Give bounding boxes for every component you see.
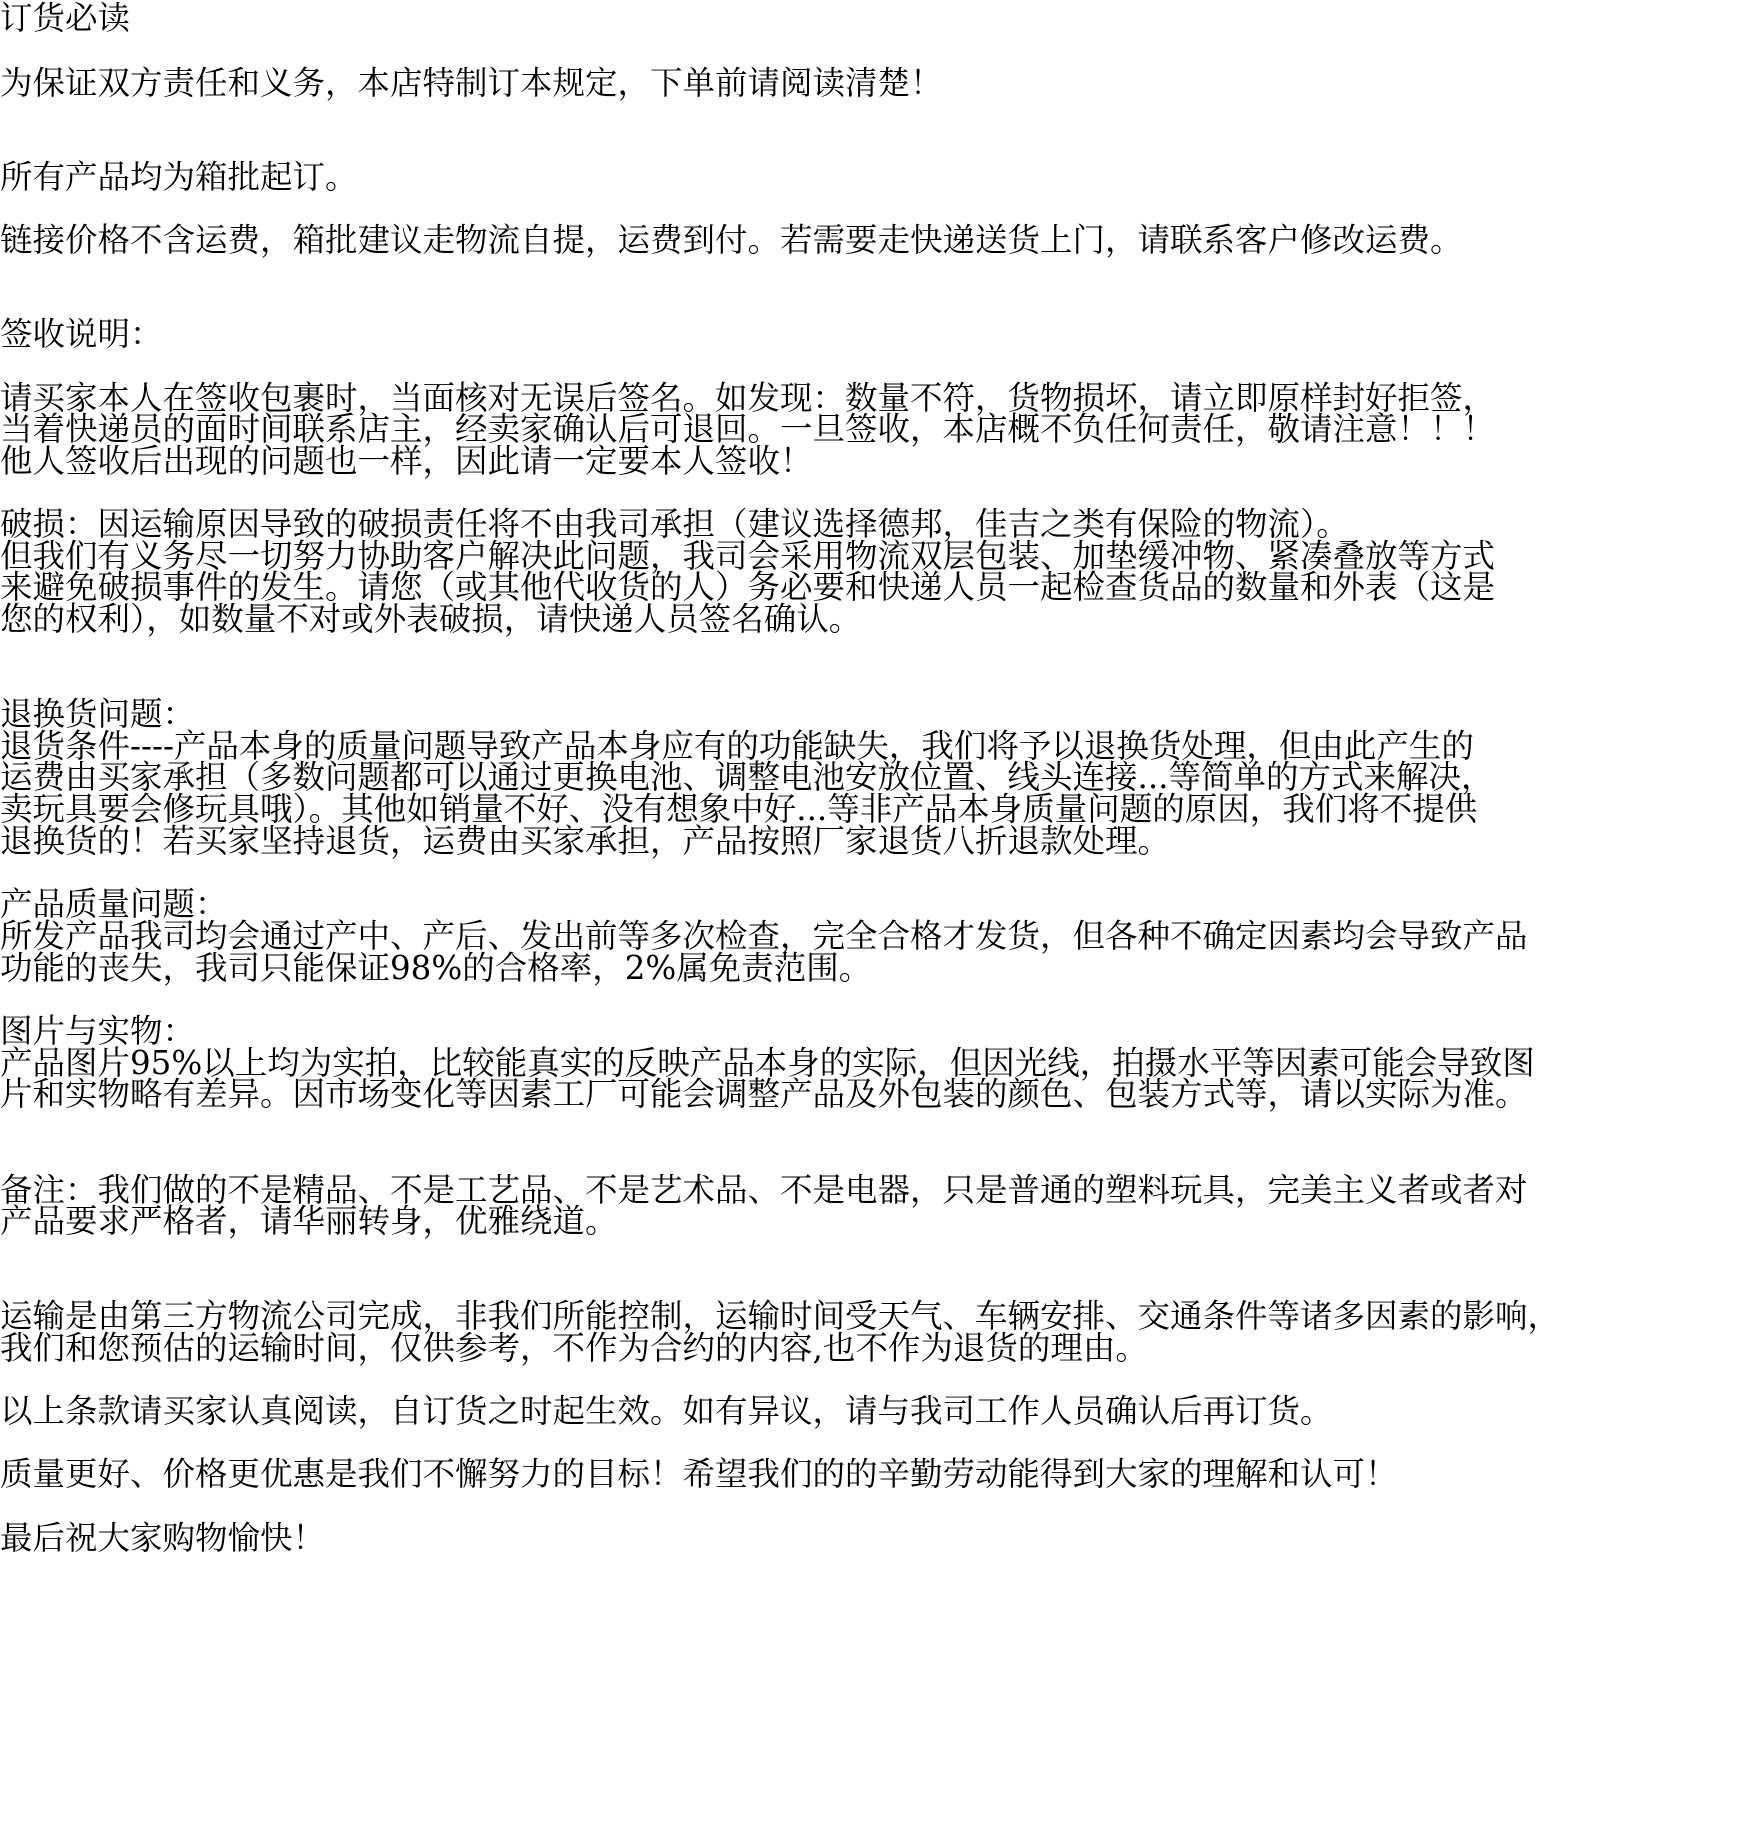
returns-line: 运费由买家承担（多数问题都可以通过更换电池、调整电池安放位置、线头连接...等简单的方式来解决， [0,758,1494,796]
note-line: 备注：我们做的不是精品、不是工艺品、不是艺术品、不是电器，只是普通的塑料玩具，完美主义者或者对 [0,1171,1528,1209]
returns-heading: 退换货问题： [0,695,196,733]
rule-box-order: 所有产品均为箱批起订。 [0,158,358,196]
signing-line: 请买家本人在签收包裹时，当面核对无误后签名。如发现：数量不符，货物损坏，请立即原样封好拒签， [0,379,1496,417]
returns-line: 卖玩具要会修玩具哦）。其他如销量不好、没有想象中好...等非产品本身质量问题的原因，我们将不提供 [0,790,1478,828]
returns-line: 退换货的！若买家坚持退货，运费由买家承担，产品按照厂家退货八折退款处理。 [0,822,1171,860]
damage-line: 破损：因运输原因导致的破损责任将不由我司承担（建议选择德邦，佳吉之类有保险的物流）。 [0,505,1349,543]
signing-line: 当着快递员的面时间联系店主，经卖家确认后可退回。一旦签收，本店概不负任何责任，敬请注意！！！ [0,410,1496,448]
rule-shipping: 链接价格不含运费，箱批建议走物流自提，运费到付。若需要走快递送货上门，请联系客户修改运费。 [0,221,1463,259]
signing-line: 他人签收后出现的问题也一样，因此请一定要本人签收！ [0,442,813,480]
images-line: 产品图片95%以上均为实拍，比较能真实的反映产品本身的实际，但因光线，拍摄水平等因素可能会导致图 [0,1044,1535,1082]
closing-wish: 最后祝大家购物愉快！ [0,1519,326,1557]
images-heading: 图片与实物： [0,1012,196,1050]
closing-goal: 质量更好、价格更优惠是我们不懈努力的目标！希望我们的的辛勤劳动能得到大家的理解和认可！ [0,1455,1398,1493]
damage-line: 来避免破损事件的发生。请您（或其他代收货的人）务必要和快递人员一起检查货品的数量和外表（这是 [0,568,1496,606]
quality-heading: 产品质量问题： [0,885,228,923]
signing-heading: 签收说明： [0,315,163,353]
note-line: 产品要求严格者，请华丽转身，优雅绕道。 [0,1202,618,1240]
quality-line: 功能的丧失，我司只能保证98%的合格率，2%属免责范围。 [0,949,872,987]
page-title: 订货必读 [0,0,131,37]
images-line: 片和实物略有差异。因市场变化等因素工厂可能会调整产品及外包装的颜色、包装方式等，请以实际为准。 [0,1075,1528,1113]
returns-line: 退货条件----产品本身的质量问题导致产品本身应有的功能缺失，我们将予以退换货处理，但由此产生的 [0,727,1474,765]
damage-line: 您的权利），如数量不对或外表破损，请快递人员签名确认。 [0,600,862,638]
quality-line: 所发产品我司均会通过产中、产后、发出前等多次检查，完全合格才发货，但各种不确定因素均会导致产品 [0,917,1528,955]
closing-terms: 以上条款请买家认真阅读，自订货之时起生效。如有异议，请与我司工作人员确认后再订货。 [0,1392,1333,1430]
intro-text: 为保证双方责任和义务，本店特制订本规定，下单前请阅读清楚！ [0,64,943,102]
transport-line: 我们和您预估的运输时间，仅供参考，不作为合约的内容,也不作为退货的理由。 [0,1329,1148,1367]
transport-line: 运输是由第三方物流公司完成，非我们所能控制，运输时间受天气、车辆安排、交通条件等诸多因素的影响， [0,1297,1561,1335]
damage-line: 但我们有义务尽一切努力协助客户解决此问题，我司会采用物流双层包装、加垫缓冲物、紧凑叠放等方式 [0,537,1496,575]
